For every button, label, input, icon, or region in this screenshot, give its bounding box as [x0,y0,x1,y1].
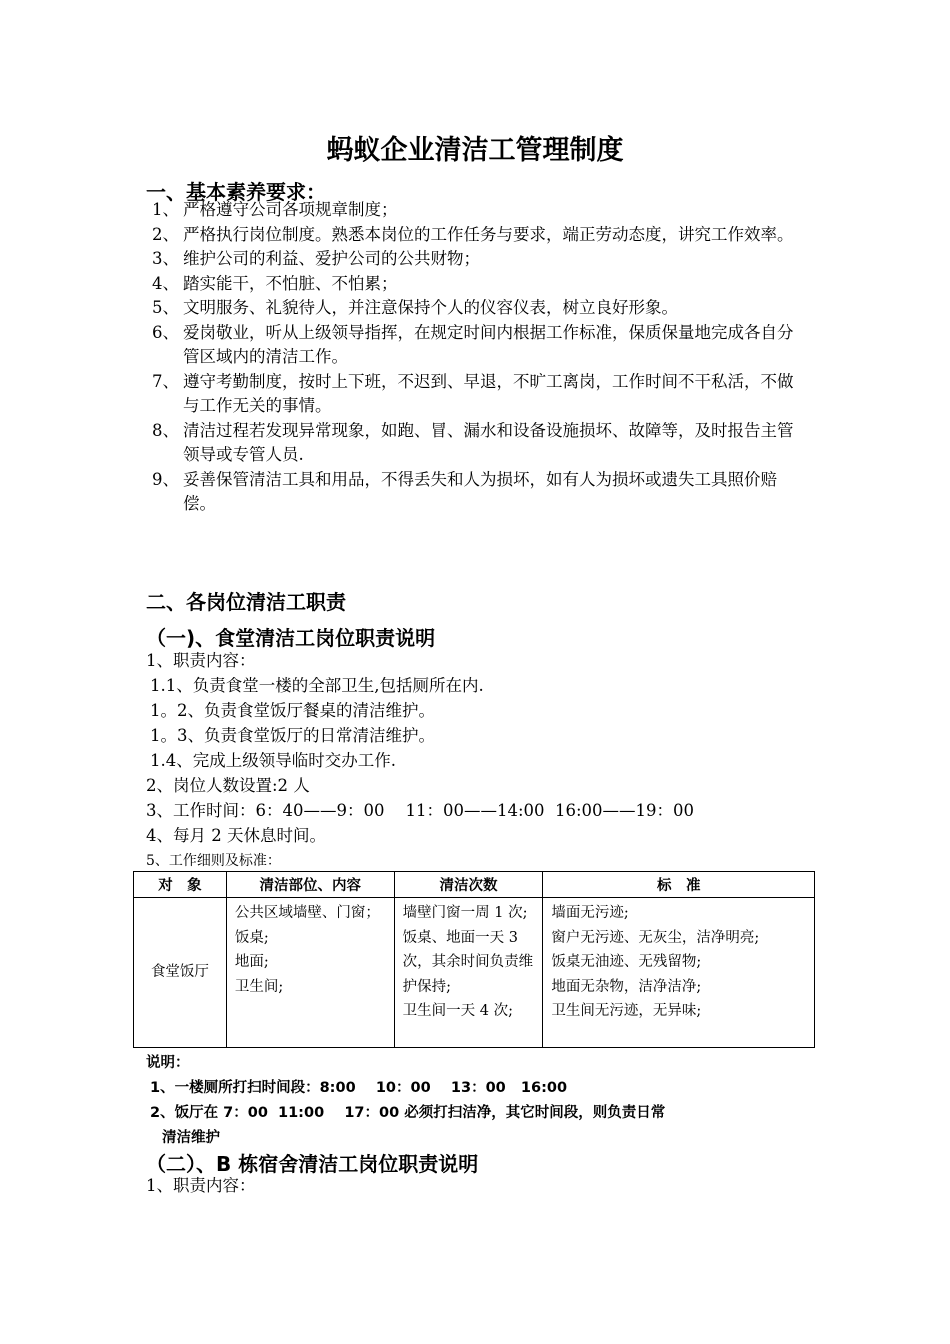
subsection2-heading: （二）、B 栋宿舍清洁工岗位职责说明 [146,1152,479,1176]
list-item: 2、 严格执行岗位制度。熟悉本岗位的工作任务与要求，端正劳动态度，讲究工作效率。 [152,224,794,244]
basic-requirements-list [152,198,802,517]
staffing-text: 2、岗位人数设置:2 人 [146,776,310,795]
column-header: 清洁次数 [394,872,543,898]
note-item: 1、一楼厕所打扫时间段：8:00 10：00 13：00 16:00 [150,1080,568,1096]
object-cell: 食堂饭厅 [134,898,227,1048]
table-header-row [134,872,815,898]
document-title: 蚂蚁企业清洁工管理制度 [326,135,624,166]
list-item: 6、 爱岗敬业，听从上级领导指挥，在规定时间内根据工作标准，保质保量地完成各自分管区域内的清洁工作。 [152,322,794,366]
column-header: 标 准 [543,872,815,898]
section1-heading: 一、基本素养要求： [146,180,326,204]
duty-item: 1。3、负责食堂饭厅的日常清洁维护。 [150,726,435,745]
list-item: 4、 踏实能干，不怕脏、不怕累； [152,273,398,293]
subsection1-heading: （一)、食堂清洁工岗位职责说明 [146,626,436,650]
frequency-cell: 墙壁门窗一周 1 次; 饭桌、地面一天 3 次，其余时间负责维护保持; 卫生间一天 4 次; [394,898,543,1048]
notes-label: 说明： [146,1055,190,1071]
work-hours-text: 3、工作时间：6：40——9：00 11：00——14:00 16:00——19：00 [146,801,695,820]
detail-label: 5、工作细则及标准： [146,853,281,869]
column-header: 对 象 [134,872,227,898]
table-row [134,898,815,1048]
column-header: 清洁部位、内容 [226,872,394,898]
note-item: 清洁维护 [162,1130,220,1146]
note-item: 2、饭厅在 7：00 11:00 17：00 必须打扫洁净，其它时间段，则负责日常 [150,1105,666,1121]
list-item: 7、 遵守考勤制度，按时上下班，不迟到、早退，不旷工离岗，工作时间不干私活，不做与工作无关的事情。 [152,371,794,415]
section2-heading: 二、各岗位清洁工职责 [146,590,346,614]
rest-days-text: 4、每月 2 天休息时间。 [146,826,326,845]
duty-item: 1.4、完成上级领导临时交办工作. [150,751,396,770]
list-item: 1、 严格遵守公司各项规章制度； [152,200,398,219]
list-item: 8、 清洁过程若发现异常现象，如跑、冒、漏水和设备设施损坏、故障等，及时报告主管领导或专管人员. [152,420,794,464]
duty-label: 1、职责内容： [146,1176,256,1195]
list-item: 3、 维护公司的利益、爱护公司的公共财物； [152,249,480,268]
cleaning-standards-table [133,871,815,1048]
duty-item: 1.1、负责食堂一楼的全部卫生,包括厕所在内. [150,676,484,695]
standard-cell: 墙面无污迹; 窗户无污迹、无灰尘，洁净明亮; 饭桌无油迹、无残留物; 地面无杂物，洁净洁净; 卫生间无污迹，无异味; [543,898,815,1048]
duty-label: 1、职责内容： [146,651,256,670]
list-item: 9、 妥善保管清洁工具和用品，不得丢失和人为损坏，如有人为损坏或遗失工具照价赔偿。 [152,469,777,513]
areas-cell: 公共区域墙壁、门窗；饭桌; 地面; 卫生间; [226,898,394,1048]
list-item: 5、 文明服务、礼貌待人，并注意保持个人的仪容仪表，树立良好形象。 [152,298,678,317]
duty-item: 1。2、负责食堂饭厅餐桌的清洁维护。 [150,701,435,720]
